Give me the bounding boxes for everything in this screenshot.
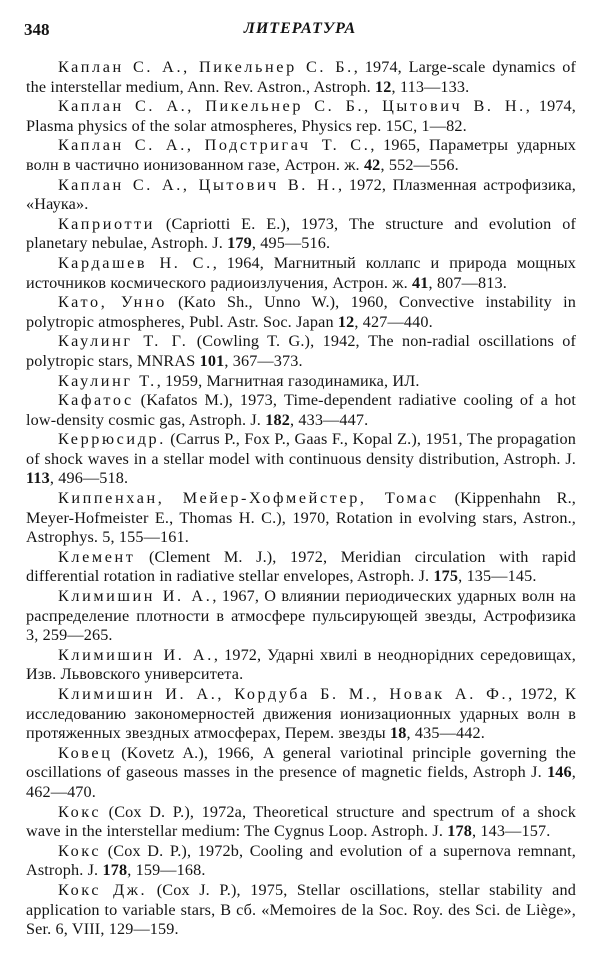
reference-entry: [26, 332, 576, 371]
reference-author: Климишин И. А., Кордуба Б. М., Новак А. Ф.: [58, 685, 509, 703]
reference-volume: 12: [337, 312, 355, 331]
reference-details: (Kato Sh., Unno W.), 1960, Convective instability in polytropic atmospheres, Publ. Astr. Soc. Japan: [26, 293, 576, 331]
reference-pages: , 495—516.: [251, 234, 331, 253]
reference-pages: , 367—373.: [224, 351, 303, 370]
reference-author: Кокс: [58, 802, 102, 821]
reference-volume: 41: [412, 273, 429, 292]
reference-entry: [26, 391, 576, 430]
reference-volume: 12: [375, 77, 392, 96]
reference-author: Каулинг Т. Г.: [58, 332, 189, 351]
reference-author: Като, Унно: [58, 293, 167, 312]
reference-details: , 1964, Магнитный коллапс и природа мощных источников космического радиоизлучения, Астрон. ж.: [26, 253, 576, 292]
page-number: 348: [24, 20, 50, 39]
reference-pages: , 433—447.: [289, 410, 369, 429]
reference-volume: 175: [433, 567, 459, 586]
reference-author: Кафатос: [58, 391, 134, 410]
reference-entry: [26, 58, 576, 97]
reference-entry: [26, 548, 576, 587]
reference-author: Ковец: [58, 743, 113, 762]
reference-pages: , 135—145.: [458, 567, 537, 586]
reference-volume: 179: [227, 234, 252, 253]
reference-volume: 146: [547, 763, 572, 782]
reference-author: Каплан С. А., Цытович В. Н.: [58, 175, 338, 194]
reference-pages: , 462—470.: [26, 763, 576, 801]
reference-details: (Carrus P., Fox P., Gaas F., Kopal Z.), 1951, The propagation of shock waves in a stellar model with continuous density distribution, Astroph. J.: [26, 430, 576, 468]
reference-details: , 1959, Магнитная газодинамика, ИЛ.: [156, 371, 420, 390]
reference-volume: 42: [363, 155, 381, 174]
reference-volume: 18: [390, 724, 407, 743]
reference-entry: [26, 803, 576, 842]
reference-entry: [26, 646, 576, 685]
reference-details: (Kafatos M.), 1973, Time-dependent radiative cooling of a hot low-density cosmic gas, Astroph. J.: [26, 391, 576, 429]
reference-details: , 1967, О влиянии периодических ударных волн на распределение плотности в атмосфере пульсирующей звезды, Астрофизика 3, 259—265.: [26, 587, 576, 645]
reference-details: (Cowling T. G.), 1942, The non-radial oscillations of polytropic stars, MNRAS: [26, 332, 577, 370]
reference-author: Кардашев Н. С.: [58, 253, 213, 272]
reference-volume: 178: [102, 861, 128, 880]
reference-details: (Cox D. P.), 1972a, Theoretical structure and spectrum of a shock wave in the interstellar medium: The Cygnus Loop. Astroph. J.: [26, 802, 576, 841]
page-header: [24, 14, 576, 42]
reference-details: , 1974, Large-scale dynamics of the interstellar medium, Ann. Rev. Astron., Astroph.: [26, 58, 576, 96]
reference-volume: 178: [447, 822, 473, 841]
reference-pages: , 159—168.: [127, 861, 206, 880]
reference-pages: , 143—157.: [472, 822, 551, 841]
reference-pages: , 435—442.: [406, 724, 485, 743]
reference-entry: [26, 744, 576, 803]
reference-author: Клемент: [58, 547, 136, 566]
reference-volume: 113: [26, 469, 50, 488]
reference-author: Климишин И. А.: [58, 587, 213, 606]
reference-details: , 1972, Ударні хвилі в неоднорідних середовищах, Изв. Львовского университета.: [26, 645, 576, 684]
running-title: ЛИТЕРАТУРА: [243, 20, 357, 37]
reference-details: (Kovetz A.), 1966, A general variotinal principle governing the oscillations of gaseous masses in the presence of magnetic fields, Astroph J.: [26, 743, 576, 782]
reference-author: Киппенхан, Мейер-Хофмейстер, Томас: [58, 489, 439, 508]
reference-author: Каплан С. А., Подстригач Т. С.: [58, 136, 371, 155]
reference-entry: [26, 215, 576, 254]
reference-details: (Cox J. P.), 1975, Stellar oscillations, stellar stability and application to variable stars, В сб. «Memoires de la Soc. Roy. des Sci. de Liège», Ser. 6, VIII, 129—159.: [26, 880, 576, 939]
reference-pages: , 552—556.: [380, 155, 459, 174]
reference-entry: [26, 97, 576, 136]
reference-entry: [26, 587, 576, 646]
reference-entry: [26, 372, 576, 392]
reference-list: [26, 58, 576, 940]
reference-author: Кокс Дж.: [58, 880, 148, 899]
reference-entry: [26, 430, 576, 489]
reference-author: Кокс: [58, 841, 102, 860]
reference-pages: , 807—813.: [428, 273, 507, 292]
reference-entry: [26, 293, 576, 332]
reference-entry: [26, 136, 576, 175]
reference-pages: , 113—133.: [391, 77, 470, 96]
reference-author: Климишин И. А.: [58, 645, 214, 664]
reference-author: Каприотти: [58, 214, 156, 233]
reference-details: , 1974, Plasma physics of the solar atmospheres, Physics rep. 15C, 1—82.: [26, 97, 576, 135]
reference-entry: [26, 842, 576, 881]
reference-entry: [26, 254, 576, 293]
reference-details: (Kippenhahn R., Meyer-Hofmeister E., Thomas H. C.), 1970, Rotation in evolving stars, Astron., Astrophys. 5, 155—161.: [26, 489, 576, 547]
reference-author: Каулинг Т.: [58, 371, 157, 390]
reference-entry: [26, 881, 576, 940]
reference-details: (Clement M. J.), 1972, Meridian circulation with rapid differential rotation in radiative stellar envelopes, Astroph. J.: [26, 547, 576, 586]
reference-entry: [26, 489, 576, 548]
reference-details: , 1972, Плазменная астрофизика, «Наука».: [26, 175, 576, 214]
reference-volume: 182: [265, 410, 290, 429]
reference-author: Каплан С. А., Пикельнер С. Б., Цытович В. Н.: [58, 97, 526, 116]
reference-author: Каплан С. А., Пикельнер С. Б.: [58, 58, 354, 76]
reference-pages: , 427—440.: [354, 312, 433, 331]
reference-details: , 1965, Параметры ударных волн в частично ионизованном газе, Астрон. ж.: [26, 136, 577, 174]
reference-details: , 1972, К исследованию закономерностей движения ионизационных ударных волн в протяженных звездных атмосферах, Перем. звезды: [26, 685, 576, 743]
reference-entry: [26, 176, 576, 215]
reference-author: Керрюсидр.: [58, 430, 166, 449]
reference-volume: 101: [199, 351, 225, 370]
reference-details: (Cox D. P.), 1972b, Cooling and evolution of a supernova remnant, Astroph. J.: [26, 841, 576, 880]
reference-pages: , 496—518.: [49, 469, 129, 488]
reference-entry: [26, 685, 576, 744]
reference-details: (Capriotti E. E.), 1973, The structure and evolution of planetary nebulae, Astroph. J.: [26, 214, 576, 253]
